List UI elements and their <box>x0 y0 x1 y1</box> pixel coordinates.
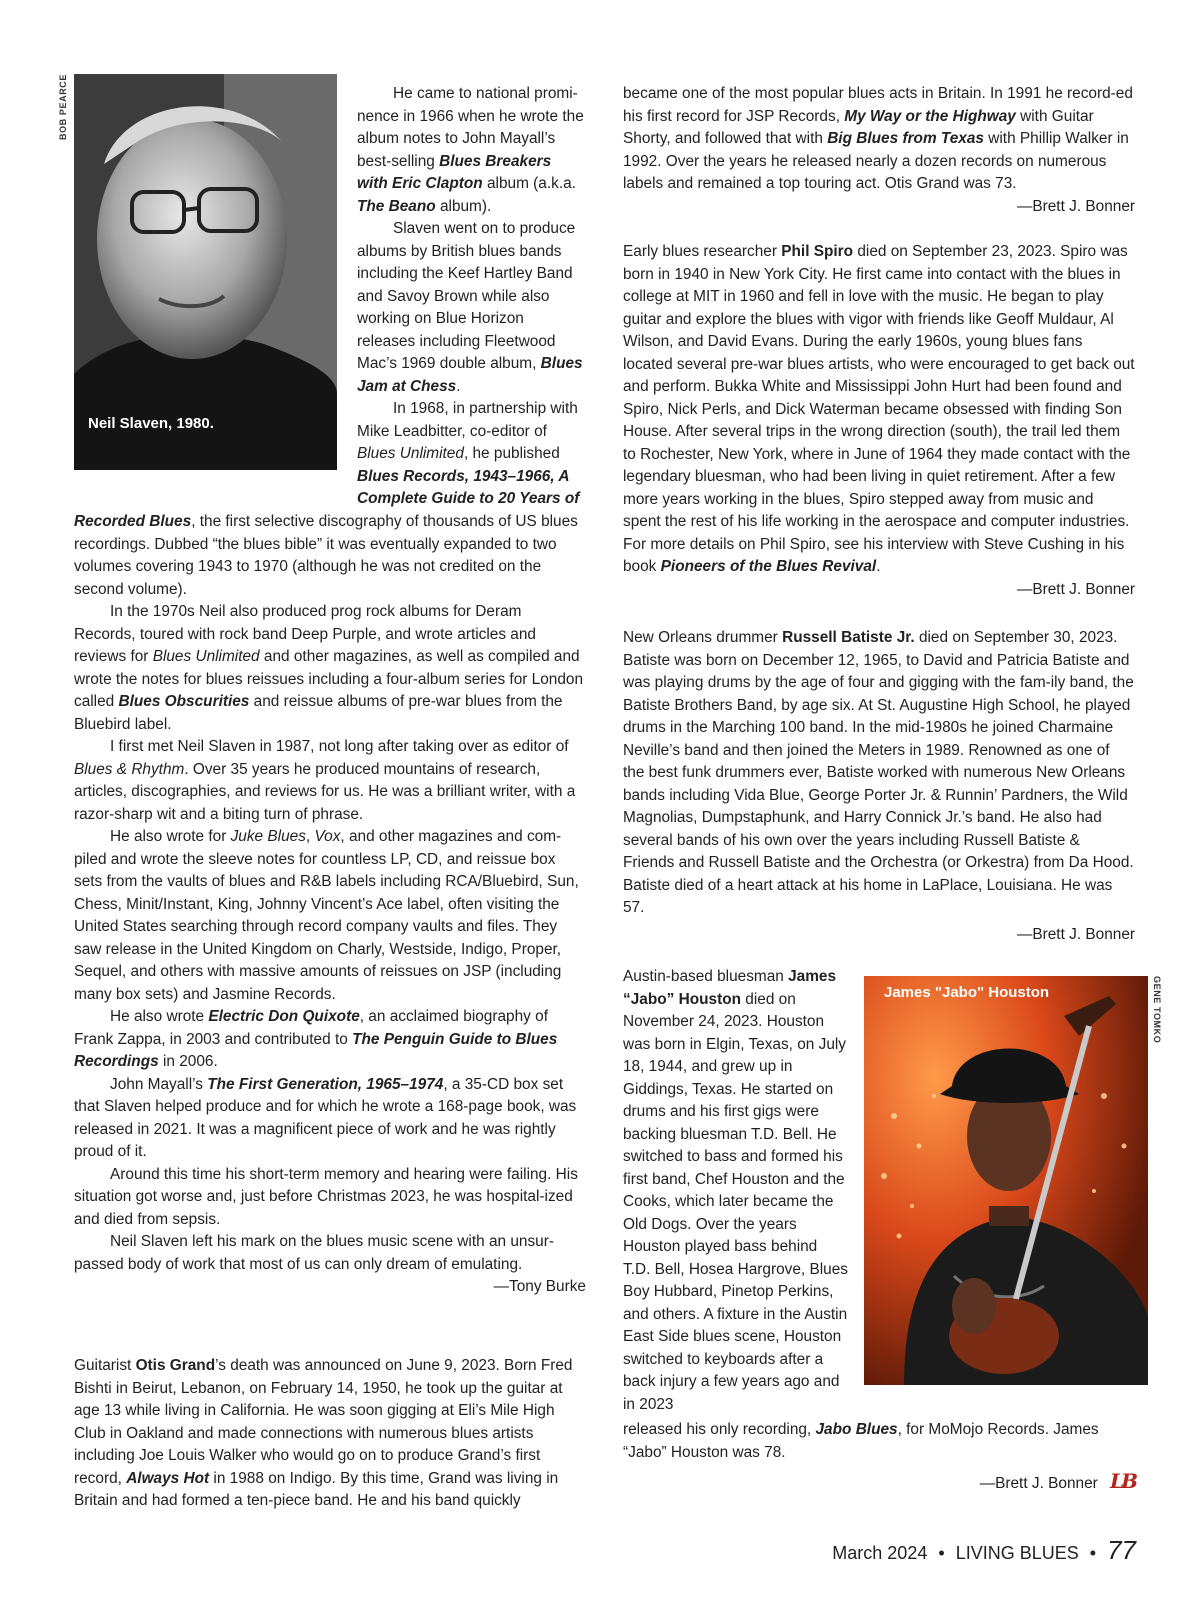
paragraph: Early blues researcher Phil Spiro died on September 23, 2023. Spiro was born in 1940 in New York City. He first came into contact with the blues in college at MIT in 1960 and fell in love with the music. He began to play guitar and explore the blues with vigor with friends like Geoff Muldaur, Al Wilson, and David Evans. During the early 1960s, young blues fans located several pre-war blues artists, who were encouraged to get back out and perform. Bukka White and Mississippi John Hurt had been found and Spiro, Nick Perls, and Dick Waterman became obsessed with finding Son House. After several trips in the wrong direction (south), the trail led them to Rochester, New York, where in June of 1964 they made contact with the legendary bluesman, who had been living in quiet retirement. After a few more years working in the blues, Spiro stepped away from music and spent the rest of his life working in the aerospace and computer industries. For more details on Phil Spiro, see his interview with Steve Cushing in his book Pioneers of the Blues Revival. <box>623 243 1135 575</box>
artist-name: Russell Batiste Jr. <box>782 629 915 646</box>
album-title: The First Generation, 1965–1974 <box>207 1075 444 1093</box>
book-title: Electric Don Quixote <box>208 1008 360 1025</box>
slaven-obituary-bottom <box>74 511 586 1299</box>
paragraph: He also wrote for Juke Blues, Vox, and other magazines and com-piled and wrote the sleeve notes for countless LP, CD, and reissue box sets from the vaults of blues and R&B labels including RCA/Bluebird, Sun, Chess, Minit/Instant, King, Johnny Vincent’s Ace label, often visiting the United States searching through record company vaults and files. They saw release in the United Kingdom on Charly, Westside, Indigo, Proper, Sequel, and others with massive amounts of reissues on JSP (including many box sets) and Jasmine Records. <box>74 828 579 1003</box>
paragraph: Recorded Blues, the first selective discography of thousands of US blues recordings. Dubbed “the blues bible” it was eventually expanded to two volumes covering 1943 to 1970 (although he was not credited on the second volume). <box>74 513 578 598</box>
folio-separator: • <box>938 1543 945 1563</box>
russell-batiste-obituary <box>623 627 1135 946</box>
magazine-title: Vox <box>314 828 341 845</box>
photo-caption: James "Jabo" Houston <box>884 984 1050 1001</box>
byline: —Brett J. Bonner <box>1016 925 1135 943</box>
artist-name: Otis Grand <box>135 1357 216 1374</box>
byline: —Brett J. Bonner <box>1016 197 1135 215</box>
portrait-illustration <box>74 74 337 470</box>
paragraph: In 1968, in partnership with Mike Leadbitter, co-editor of Blues Unlimited, he published Blues Records, 1943–1966, A Complete Guide to 20 Years of <box>357 400 580 507</box>
james-houston-obituary <box>623 966 848 1416</box>
issue-date: March 2024 <box>832 1543 928 1563</box>
book-title: Blues Records, 1943–1966, A Complete Guide to 20 Years of <box>357 467 580 507</box>
book-title: The Penguin Guide to Blues Recordings <box>74 1030 558 1070</box>
magazine-name: LIVING BLUES <box>955 1543 1079 1563</box>
album-title: Big Blues from Texas <box>827 130 984 147</box>
james-houston-obituary-end <box>623 1419 1135 1496</box>
paragraph: John Mayall’s The First Generation, 1965–1974, a 35-CD box set that Slaven helped produce and for which he wrote a 168-page book, was released in 2021. It was a magnificent piece of work and he was rightly proud of it. <box>74 1075 577 1160</box>
paragraph: Neil Slaven left his mark on the blues music scene with an unsur-passed body of work that most of us can only dream of emulating. <box>74 1233 554 1273</box>
book-title: Pioneers of the Blues Revival <box>660 558 877 575</box>
paragraph: I first met Neil Slaven in 1987, not long after taking over as editor of Blues & Rhythm. Over 35 years he produced mountains of research, articles, discographies, and reviews for us. He was a brilliant writer, with a razor-sharp wit and a biting turn of phrase. <box>74 738 576 823</box>
paragraph: In the 1970s Neil also produced prog rock albums for Deram Records, toured with rock band Deep Purple, and wrote articles and reviews for Blues Unlimited and other magazines, as well as compiled and wrote the notes for blues reissues including a four-album series for London called Blues Obscurities and reissue albums of pre-war blues from the Bluebird label. <box>74 603 584 733</box>
magazine-title: Blues Unlimited <box>357 445 464 462</box>
artist-name: Phil Spiro <box>781 243 854 260</box>
paragraph: released his only recording, Jabo Blues, for MoMojo Records. James “Jabo” Houston was 78. <box>623 1421 1099 1461</box>
folio-separator: • <box>1089 1543 1097 1563</box>
byline: —Tony Burke <box>493 1278 586 1295</box>
magazine-title: Juke Blues <box>230 828 306 845</box>
byline-text: —Brett J. Bonner <box>979 1475 1098 1492</box>
artist-name: James “Jabo” Houston <box>623 968 837 1008</box>
album-title: The Beano <box>357 197 436 215</box>
album-title: Blues Jam at Chess <box>357 355 583 395</box>
paragraph: He came to national promi-nence in 1966 when he wrote the album notes to John Mayall’s best-selling Blues Breakers with Eric Clapton album (a.k.a. The Beano album). <box>357 85 584 215</box>
album-title: Blues Obscurities <box>118 693 250 710</box>
paragraph: Slaven went on to produce albums by British blues bands including the Keef Hartley Band and Savoy Brown while also working on Blue Horizon releases including Fleetwood Mac’s 1969 double album, Blues Jam at Chess. <box>357 220 583 395</box>
album-title: Always Hot <box>126 1469 210 1487</box>
paragraph: Austin-based bluesman James “Jabo” Houston died on November 24, 2023. Houston was born in Elgin, Texas, on July 18, 1944, and grew up in Giddings, Texas. He started on drums and his first gigs were backing bluesman T.D. Bell. He switched to bass and formed his first band, Chef Houston and the Cooks, which later became the Old Dogs. Over the years Houston played bass behind T.D. Bell, Hosea Hargrove, Blues Boy Hubbard, Pinetop Perkins, and others. A fixture in the Austin East Side blues scene, Houston switched to keyboards after a back injury a few years ago and in 2023 <box>623 968 848 1413</box>
paragraph: Guitarist Otis Grand’s death was announced on June 9, 2023. Born Fred Bishti in Beirut, Lebanon, on February 14, 1950, he took up the guitar at age 13 while living in California. He was soon gigging at Eli’s Mile High Club in Oakland and made connections with numerous blues artists including Joe Louis Walker who would go on to produce Grand’s first record, Always Hot in 1988 on Indigo. By this time, Grand was living in Britain and had formed a ten-piece band. He and his band quickly <box>74 1357 573 1509</box>
photo-credit-bob-pearce: BOB PEARCE <box>58 74 68 141</box>
book-title: Recorded Blues <box>74 513 192 530</box>
photo-credit-gene-tomko: GENE TOMKO <box>1152 976 1162 1044</box>
byline <box>623 1470 1135 1496</box>
paragraph: He also wrote Electric Don Quixote, an acclaimed biography of Frank Zappa, in 2003 and contributed to The Penguin Guide to Blues Recordings in 2006. <box>74 1008 558 1070</box>
james-jabo-houston-photo <box>864 976 1148 1385</box>
portrait-illustration <box>864 976 1148 1385</box>
album-title: My Way or the Highway <box>844 107 1016 125</box>
magazine-title: Blues Unlimited <box>152 648 260 665</box>
album-title: Jabo Blues <box>815 1421 898 1438</box>
paragraph: Around this time his short-term memory and hearing were failing. His situation got worse and, just before Christmas 2023, he was hospital-ized and died from sepsis. <box>74 1165 578 1228</box>
paragraph: became one of the most popular blues acts in Britain. In 1991 he record-ed his first record for JSP Records, My Way or the Highway with Guitar Shorty, and followed that with Big Blues from Texas with Phillip Walker in 1992. Over the years he released nearly a dozen records on numerous labels and remained a top touring act. Otis Grand was 73. <box>623 85 1133 192</box>
otis-grand-obituary-end <box>623 83 1135 218</box>
magazine-title: Blues & Rhythm <box>74 760 185 778</box>
neil-slaven-photo <box>74 74 337 470</box>
slaven-obituary-top <box>357 83 585 511</box>
living-blues-end-mark-icon: LB <box>1110 1469 1135 1493</box>
byline: —Brett J. Bonner <box>1016 580 1135 598</box>
page-folio <box>832 1535 1136 1566</box>
photo-caption: Neil Slaven, 1980. <box>88 415 214 432</box>
phil-spiro-obituary <box>623 241 1135 601</box>
paragraph: New Orleans drummer Russell Batiste Jr. died on September 30, 2023. Batiste was born on December 12, 1965, to David and Patricia Batiste and was playing drums by the age of four and gigging with the fam-ily band, the Batiste Brothers Band, by age six. At St. Augustine High School, he played drums in the Marching 100 band. In the mid-1980s he joined Charmaine Neville’s band and then joined the Meters in 1989. Renowned as one of the best funk drummers ever, Batiste worked with numerous New Orleans bands including Vida Blue, George Porter Jr. & Runnin’ Pardners, the Wild Magnolias, Dumpstaphunk, and Harry Connick Jr.’s band. He also had several bands of his own over the years including Russell Batiste & Friends and Russell Batiste and the Orchestra (or Orkestra) from Da Hood. Batiste died of a heart attack at his home in LaPlace, Louisiana. He was 57. <box>623 629 1134 916</box>
page-number: 77 <box>1107 1535 1136 1565</box>
album-title: Blues Breakers with Eric Clapton <box>357 152 552 192</box>
otis-grand-obituary-start <box>74 1355 586 1513</box>
